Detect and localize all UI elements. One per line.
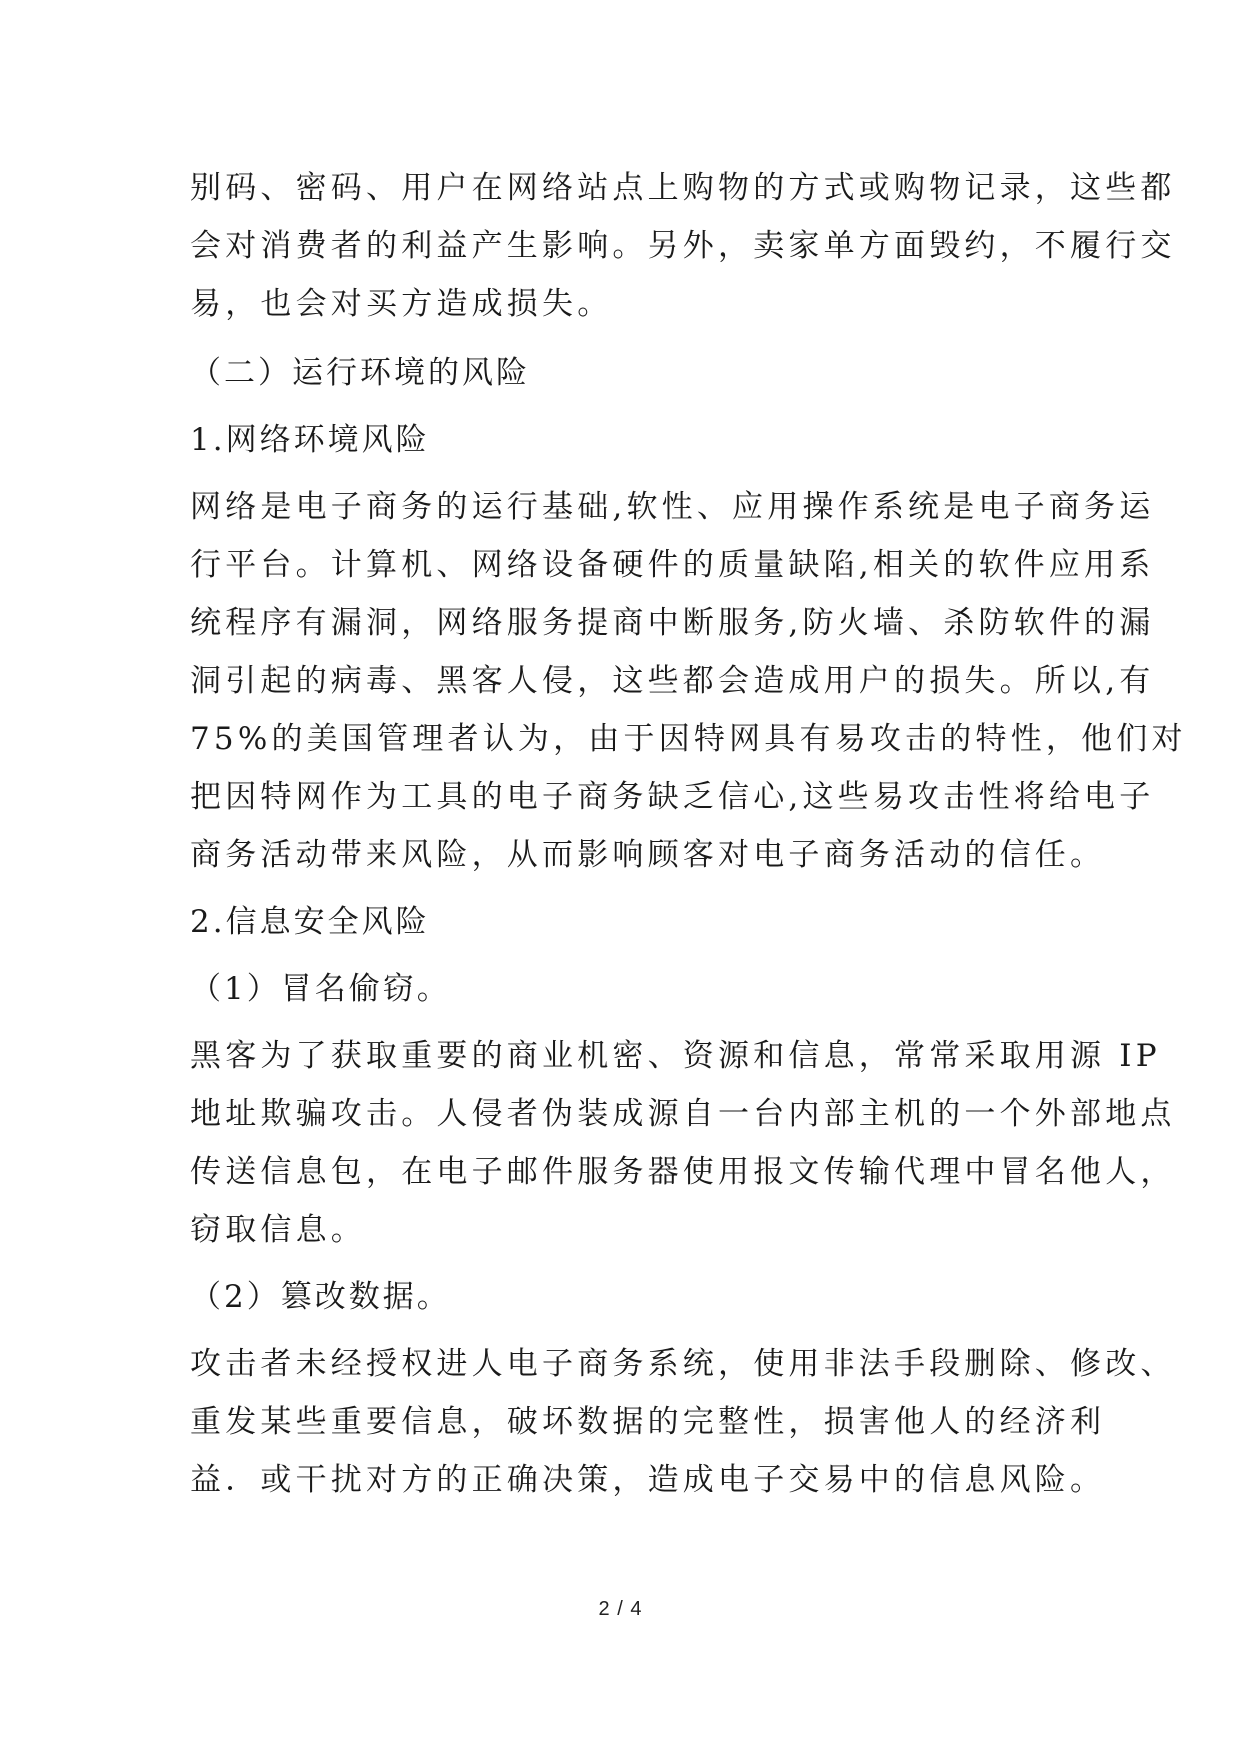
body-text-line: 传送信息包，在电子邮件服务器使用报文传输代理中冒名他人， [190,1154,1176,1190]
body-text-line: 统程序有漏洞，网络服务提商中断服务,防火墙、杀防软件的漏 [190,605,1155,641]
body-text-line: 把因特网作为工具的电子商务缺乏信心,这些易攻击性将给电子 [190,779,1155,815]
body-text-line: 行平台。计算机、网络设备硬件的质量缺陷,相关的软件应用系 [190,547,1155,583]
body-text-line: 别码、密码、用户在网络站点上购物的方式或购物记录，这些都 [190,170,1176,206]
subsection-heading: 1.网络环境风险 [190,422,430,458]
body-text-line: 地址欺骗攻击。人侵者伪装成源自一台内部主机的一个外部地点 [190,1096,1176,1132]
body-text-line: 黑客为了获取重要的商业机密、资源和信息，常常采取用源 IP [190,1038,1161,1074]
section-heading: （二）运行环境的风险 [190,355,530,391]
body-text-line: 攻击者未经授权进人电子商务系统，使用非法手段删除、修改、 [190,1346,1176,1382]
body-text-line: 益．或干扰对方的正确决策，造成电子交易中的信息风险。 [190,1462,1106,1498]
body-text-line: 洞引起的病毒、黑客人侵，这些都会造成用户的损失。所以,有 [190,663,1155,699]
body-text-line: 重发某些重要信息，破坏数据的完整性，损害他人的经济利 [190,1404,1106,1440]
subsection-heading: 2.信息安全风险 [190,904,430,940]
item-heading: （2）篡改数据。 [190,1279,451,1315]
item-heading: （1）冒名偷窃。 [190,971,451,1007]
body-text-line: 商务活动带来风险，从而影响顾客对电子商务活动的信任。 [190,837,1106,873]
body-text-line: 网络是电子商务的运行基础,软性、应用操作系统是电子商务运 [190,489,1155,525]
body-text-line: 75%的美国管理者认为，由于因特网具有易攻击的特性，他们对 [190,721,1187,757]
page-number: 2 / 4 [598,1598,643,1620]
body-text-line: 易，也会对买方造成损失。 [190,286,613,322]
body-text-line: 窃取信息。 [190,1212,366,1248]
body-text-line: 会对消费者的利益产生影响。另外，卖家单方面毁约，不履行交 [190,228,1176,264]
